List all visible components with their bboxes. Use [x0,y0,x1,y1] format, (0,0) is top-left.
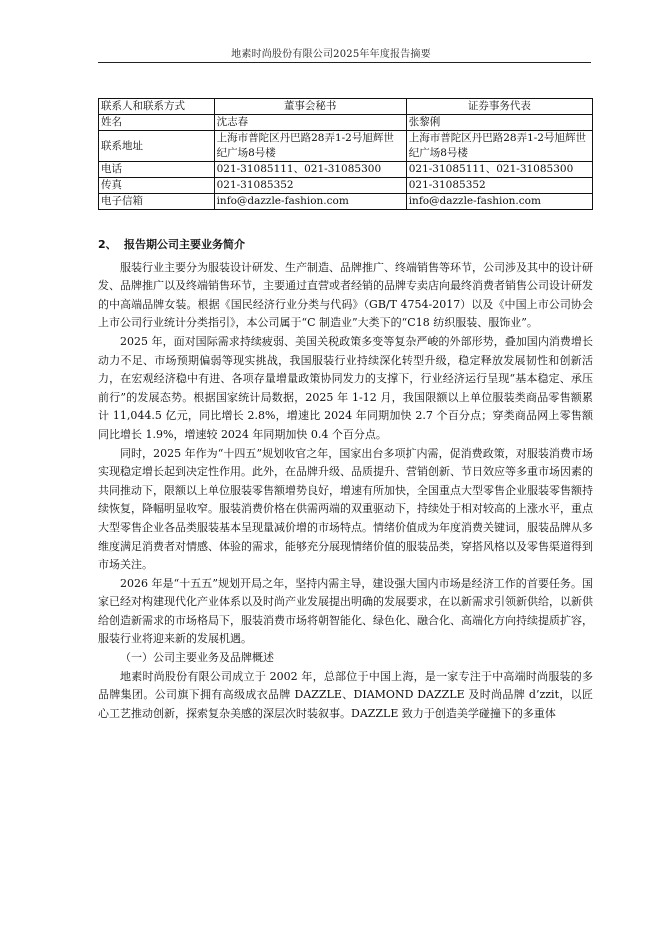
table-row [99,131,593,162]
row-label: 联系地址 [99,131,215,162]
secretary-value: info@dazzle-fashion.com [214,194,406,210]
table-row [99,162,593,178]
representative-value: info@dazzle-fashion.com [406,194,592,210]
table-row [99,115,593,131]
representative-value: 张黎俐 [406,115,592,131]
contact-table [98,98,593,210]
header-divider [98,62,591,63]
table-row [99,194,593,210]
section-number: 2、 [98,238,117,251]
table-header-cell: 董事会秘书 [214,99,406,115]
secretary-value: 021-31085111、021-31085300 [214,162,406,178]
row-label: 电话 [99,162,215,178]
row-label: 姓名 [99,115,215,131]
paragraph: 同时，2025 年作为“十四五”规划收官之年，国家出台多项扩内需，促消费政策，对服装消费市场实现稳定增长起到决定性作用。此外，在品牌升级、品质提升、营销创新、节日效应等多重市场因素的共同推动下，限额以上单位服装零售额增势良好，增速有所加快，全国重点大型零售企业服装零售额持续恢复，降幅明显收窄。服装消费价格在供需两端的双重驱动下，持续处于相对较高的上涨水平，重点大型零售企业各品类服装基本呈现量减价增的市场特点。情绪价值成为年度消费关键词，服装品牌从多维度满足消费者对情感、体验的需求，能够充分展现情绪价值的服装品类，穿搭风格以及零售渠道得到市场关注。 [98,446,593,572]
row-label: 电子信箱 [99,194,215,210]
table-header-row [99,99,593,115]
representative-value: 021-31085352 [406,178,592,194]
row-label: 传真 [99,178,215,194]
section-business-overview [98,236,593,723]
representative-value: 021-31085111、021-31085300 [406,162,592,178]
secretary-value: 沈志春 [214,115,406,131]
paragraph: 2026 年是“十五五”规划开局之年，坚持内需主导，建设强大国内市场是经济工作的首要任务。国家已经对构建现代化产业体系以及时尚产业发展提出明确的发展要求，在以新需求引领新供给，以新供给创造新需求的市场格局下，服装消费市场将朝智能化、绿色化、融合化、高端化方向持续提质扩容，服装行业将迎来新的发展机遇。 [98,576,593,646]
section-heading [98,236,593,255]
table-header-cell: 证券事务代表 [406,99,592,115]
paragraph: 地素时尚股份有限公司成立于 2002 年，总部位于中国上海，是一家专注于中高端时尚服装的多品牌集团。公司旗下拥有高级成衣品牌 DAZZLE、DIAMOND DAZZLE 及时尚品牌 d’zzit，以匠心工艺推动创新，探索复杂美感的深层次时装叙事。DAZZLE 致力于创造美学碰撞下的多重体 [98,669,593,720]
paragraph: 服装行业主要分为服装设计研发、生产制造、品牌推广、终端销售等环节，公司涉及其中的设计研发、品牌推广以及终端销售环节，主要通过直营或者经销的品牌专卖店向最终消费者销售公司设计研发的中高端品牌女装。根据《国民经济行业分类与代码》（GB/T 4754-2017）以及《中国上市公司协会上市公司行业统计分类指引》，本公司属于“C 制造业”大类下的“C18 纺织服装、服饰业”。 [98,260,593,330]
page-header: 地素时尚股份有限公司2025年年度报告摘要 [231,49,431,60]
table-header-cell: 联系人和联系方式 [99,99,215,115]
secretary-value: 021-31085352 [214,178,406,194]
section-title: 报告期公司主要业务简介 [124,238,245,251]
paragraph: 2025 年，面对国际需求持续疲弱、美国关税政策多变等复杂严峻的外部形势，叠加国内消费增长动力不足、市场预期偏弱等现实挑战，我国服装行业持续深化转型升级，稳定释放发展韧性和创新活力，在宏观经济稳中有进、各项存量增量政策协同发力的支撑下，行业经济运行呈现“基本稳定、承压前行”的发展态势。根据国家统计局数据，2025 年 1-12 月，我国限额以上单位服装类商品零售额累计 11,044.5 亿元，同比增长 2.8%，增速比 2024 年同期加快 2.7 个百分点；穿类商品网上零售额同比增长 1.9%，增速较 2024 年同期加快 0.4 个百分点。 [98,334,593,441]
secretary-value: 上海市普陀区丹巴路28弄1-2号旭辉世纪广场8号楼 [214,131,406,162]
subsection-title: （一）公司主要业务及品牌概述 [120,651,274,665]
representative-value: 上海市普陀区丹巴路28弄1-2号旭辉世纪广场8号楼 [406,131,592,162]
table-row [99,178,593,194]
